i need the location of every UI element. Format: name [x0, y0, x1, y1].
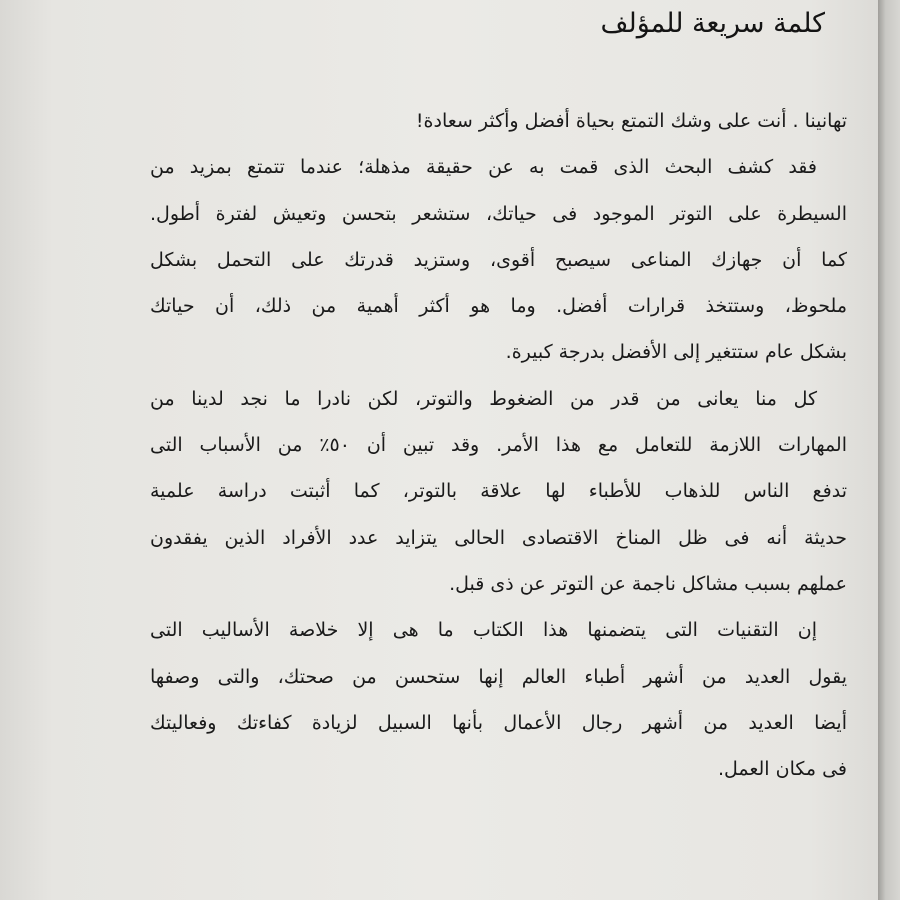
text-line: حديثة أنه فى ظل المناخ الاقتصادى الحالى يتزايد عدد الأفراد الذين يفقدون	[150, 526, 847, 549]
text-line: فى مكان العمل.	[717, 758, 847, 781]
page-title: كلمة سريعة للمؤلف	[600, 8, 825, 39]
text-line: تدفع الناس للذهاب للأطباء لها علاقة بالتوتر، كما أثبتت دراسة علمية	[150, 480, 847, 503]
text-line: أيضا العديد من أشهر رجال الأعمال بأنها السبيل لزيادة كفاءتك وفعاليتك	[150, 711, 847, 734]
text-line: السيطرة على التوتر الموجود فى حياتك، ستشعر بتحسن وتعيش لفترة أطول.	[150, 202, 847, 225]
text-line: إن التقنيات التى يتضمنها هذا الكتاب ما هى إلا خلاصة الأساليب التى	[150, 619, 817, 642]
text-line: تهانينا . أنت على وشك التمتع بحياة أفضل وأكثر سعادة!	[415, 110, 847, 132]
text-line: كما أن جهازك المناعى سيصبح أقوى، وستزيد قدرتك على التحمل بشكل	[150, 248, 847, 271]
text-line: كل منا يعانى من قدر من الضغوط والتوتر، لكن نادرا ما نجد لدينا من	[150, 387, 817, 410]
text-line: ملحوظ، وستتخذ قرارات أفضل. وما هو أكثر أهمية من ذلك، أن حياتك	[150, 295, 847, 318]
text-line: فقد كشف البحث الذى قمت به عن حقيقة مذهلة؛ عندما تتمتع بمزيد من	[150, 156, 817, 179]
text-line: بشكل عام ستتغير إلى الأفضل بدرجة كبيرة.	[505, 341, 847, 364]
text-line: عملهم بسبب مشاكل ناجمة عن التوتر عن ذى قبل.	[449, 572, 847, 595]
body-text	[150, 98, 847, 792]
text-line: المهارات اللازمة للتعامل مع هذا الأمر. وقد تبين أن ٥٠٪ من الأسباب التى	[150, 434, 847, 457]
page-edge-shadow	[878, 0, 900, 900]
text-line: يقول العديد من أشهر أطباء العالم إنها ستحسن من صحتك، والتى وصفها	[150, 665, 847, 688]
